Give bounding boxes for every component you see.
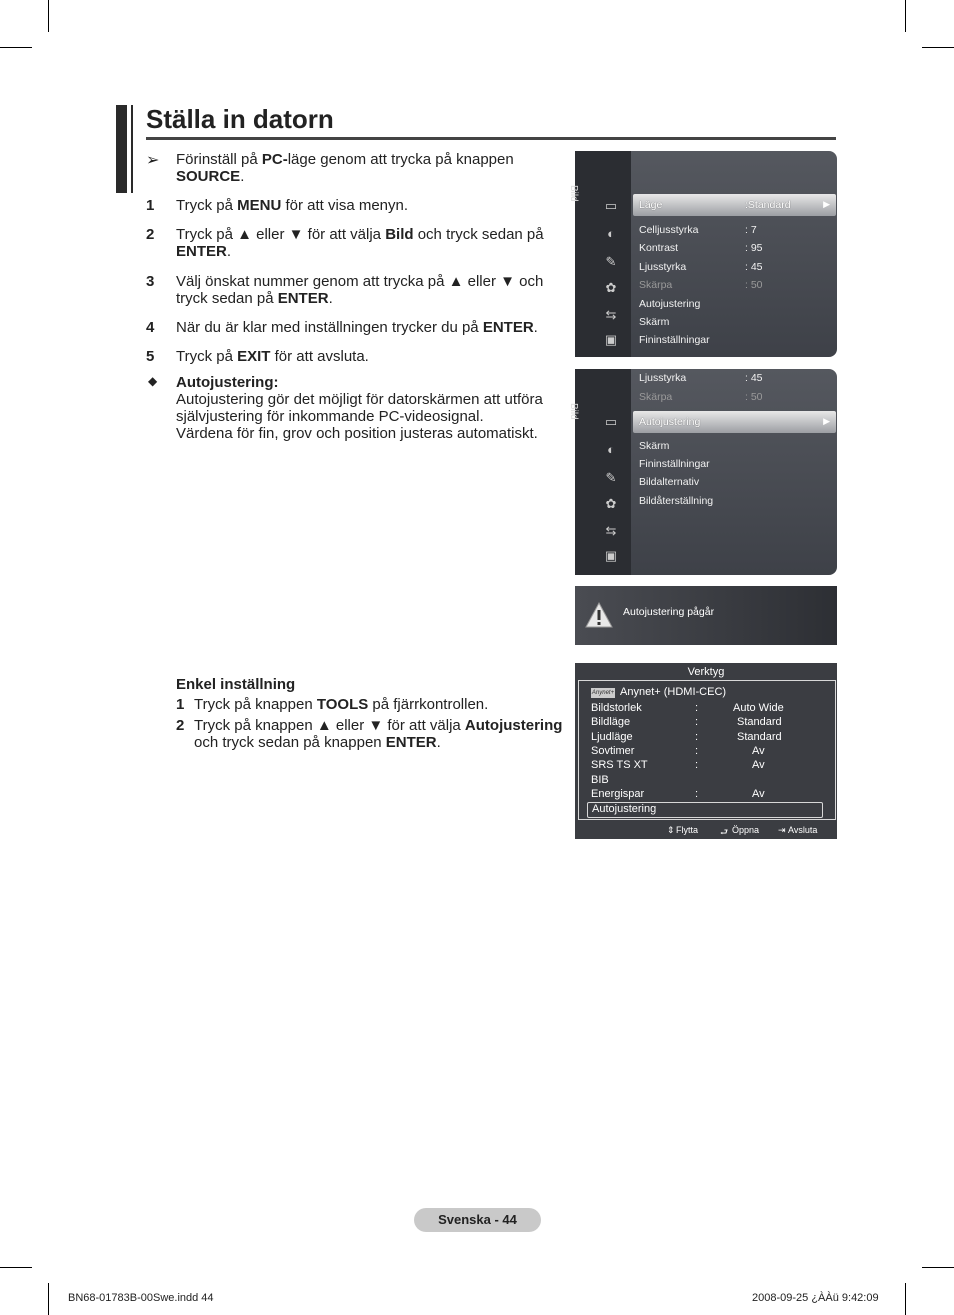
- step-text: Tryck på MENU för att visa menyn.: [176, 197, 409, 214]
- osd-picture-menu: [568, 151, 837, 357]
- picture-icon: ▭: [604, 198, 618, 213]
- osd-value: : 50: [745, 391, 763, 403]
- arrow-icon: ➢: [146, 152, 160, 169]
- step-text: När du är klar med inställningen trycker du på ENTER.: [176, 319, 538, 336]
- setup-icon: ✿: [605, 280, 617, 295]
- tools-selected-item[interactable]: [587, 802, 823, 818]
- print-footer-date: 2008-09-25 ¿ÀÀü 9:42:09: [752, 1292, 879, 1304]
- auto-heading: Autojustering:: [176, 374, 279, 391]
- tools-list: [578, 680, 836, 820]
- crop-mark: [905, 1283, 906, 1315]
- auto-section: Autojustering: Autojustering gör det möjligt för datorskärmen att utföra självjustering för inkommande PC-videosignal. Värdena för fin, grov och position justeras automatiskt.: [176, 374, 543, 442]
- tools-item-value: Standard: [737, 716, 782, 728]
- anynet-logo: Anynet+: [591, 690, 615, 696]
- tools-item-sep: :: [695, 759, 699, 771]
- tools-item-value: Av: [752, 788, 765, 800]
- picture-icon: ▭: [604, 414, 618, 429]
- print-footer-file: BN68-01783B-00Swe.indd 44: [68, 1292, 214, 1304]
- osd-sidebar: [575, 151, 631, 357]
- osd-row[interactable]: Ljusstyrka: [639, 372, 687, 384]
- osd-tab-label: Bild: [568, 403, 579, 420]
- osd-row[interactable]: Fininställningar: [639, 334, 710, 346]
- tools-item-label[interactable]: Sovtimer: [591, 745, 635, 757]
- application-icon: ▣: [604, 332, 618, 347]
- step-text: Tryck på knappen ▲ eller ▼ för att välja Autojustering och tryck sedan på knappen ENTER.: [194, 717, 563, 751]
- crop-mark: [922, 1267, 954, 1268]
- easy-heading: Enkel inställning: [176, 676, 296, 693]
- input-icon: ⇆: [605, 307, 617, 322]
- alert-message: Autojustering pågår: [623, 606, 715, 618]
- progress-alert: [575, 586, 837, 645]
- tools-item-value: Av: [752, 759, 765, 771]
- osd-row[interactable]: Fininställningar: [639, 458, 710, 470]
- osd-selected-row[interactable]: Läge :Standard ▶: [633, 194, 836, 216]
- osd-value: : 7: [745, 224, 757, 236]
- intro-text: Förinställ på PC-läge genom att trycka på knappen SOURCE.: [176, 151, 514, 185]
- tools-selected-label: Autojustering: [592, 803, 657, 815]
- crop-mark: [0, 1267, 32, 1268]
- osd-row[interactable]: Skärm: [639, 440, 670, 452]
- crop-mark: [0, 47, 32, 48]
- step-text: Tryck på ▲ eller ▼ för att välja Bild och tryck sedan på ENTER.: [176, 226, 544, 260]
- tools-item-sep: :: [695, 745, 699, 757]
- step-number: 3: [146, 273, 155, 290]
- crop-mark: [905, 0, 906, 32]
- osd-value: : 45: [745, 261, 763, 273]
- tools-title: Verktyg: [687, 666, 725, 678]
- osd-row: Skärpa: [639, 391, 673, 403]
- tools-item-sep: :: [695, 731, 699, 743]
- osd-row[interactable]: Bildalternativ: [639, 476, 700, 488]
- osd-selected-row[interactable]: Autojustering ▶: [633, 411, 836, 433]
- step-number: 1: [176, 696, 185, 713]
- tools-item-label[interactable]: Ljudläge: [591, 731, 633, 743]
- tools-item-label[interactable]: SRS TS XT: [591, 759, 648, 771]
- page-title: Ställa in datorn: [146, 104, 334, 134]
- osd-row[interactable]: Skärm: [639, 316, 670, 328]
- osd-row[interactable]: Ljusstyrka: [639, 261, 687, 273]
- right-arrow-icon: ▶: [823, 199, 830, 209]
- tools-item-sep: :: [695, 716, 699, 728]
- crop-mark: [48, 1283, 49, 1315]
- tools-item-label[interactable]: BIB: [591, 774, 609, 786]
- title-rule: [146, 137, 836, 140]
- osd-row[interactable]: Celljusstyrka: [639, 224, 699, 236]
- tools-item-sep: :: [695, 702, 699, 714]
- step-number: 5: [146, 348, 155, 365]
- tools-item-label[interactable]: Energispar: [591, 788, 645, 800]
- osd-row[interactable]: Autojustering: [639, 298, 701, 310]
- step-number: 4: [146, 319, 155, 336]
- step-text: Tryck på EXIT för att avsluta.: [176, 348, 369, 365]
- page-number-badge: Svenska - 44: [414, 1208, 541, 1232]
- tools-item-value: Av: [752, 745, 765, 757]
- title-accent-gap: [127, 105, 131, 193]
- osd-row[interactable]: Bildåterställning: [639, 495, 714, 507]
- crop-mark: [48, 0, 49, 32]
- osd-row: Skärpa: [639, 279, 673, 291]
- step-number: 1: [146, 197, 155, 214]
- osd-tab-label: Bild: [568, 185, 579, 202]
- step-number: 2: [146, 226, 155, 243]
- diamond-bullet-icon: ◆: [148, 374, 158, 388]
- footer-move-label: Flytta: [676, 825, 699, 835]
- sound-icon: ◐: [607, 226, 615, 241]
- tools-menu: [575, 663, 837, 839]
- channel-icon: ✎: [605, 254, 617, 269]
- tools-item-label[interactable]: Bildstorlek: [591, 702, 642, 714]
- footer-open-label: Öppna: [732, 825, 760, 835]
- application-icon: ▣: [604, 548, 618, 563]
- enter-icon: ⮐: [720, 827, 729, 837]
- warning-icon: [585, 602, 613, 628]
- setup-icon: ✿: [605, 496, 617, 511]
- tools-item-sep: :: [695, 788, 699, 800]
- osd-value: : 95: [745, 242, 763, 254]
- tools-item-value: Auto Wide: [733, 702, 784, 714]
- osd-row[interactable]: Kontrast: [639, 242, 679, 254]
- tools-item-anynet[interactable]: Anynet+ (HDMI-CEC): [620, 686, 727, 698]
- tools-item-label[interactable]: Bildläge: [591, 716, 631, 728]
- move-icon: ⇕: [667, 825, 675, 835]
- crop-mark: [922, 47, 954, 48]
- input-icon: ⇆: [605, 523, 617, 538]
- sound-icon: ◐: [607, 442, 615, 457]
- step-number: 2: [176, 717, 185, 734]
- right-arrow-icon: ▶: [823, 416, 830, 426]
- osd-value: : 50: [745, 279, 763, 291]
- tools-item-value: Standard: [737, 731, 782, 743]
- exit-icon: ⇥: [778, 825, 786, 835]
- step-text: Tryck på knappen TOOLS på fjärrkontrollen.: [194, 696, 489, 713]
- osd-picture-menu-scrolled: [568, 369, 837, 575]
- channel-icon: ✎: [605, 470, 617, 485]
- footer-exit-label: Avsluta: [788, 825, 818, 835]
- step-text: Välj önskat nummer genom att trycka på ▲ eller ▼ och tryck sedan på ENTER.: [176, 273, 544, 307]
- osd-value: : 45: [745, 372, 763, 384]
